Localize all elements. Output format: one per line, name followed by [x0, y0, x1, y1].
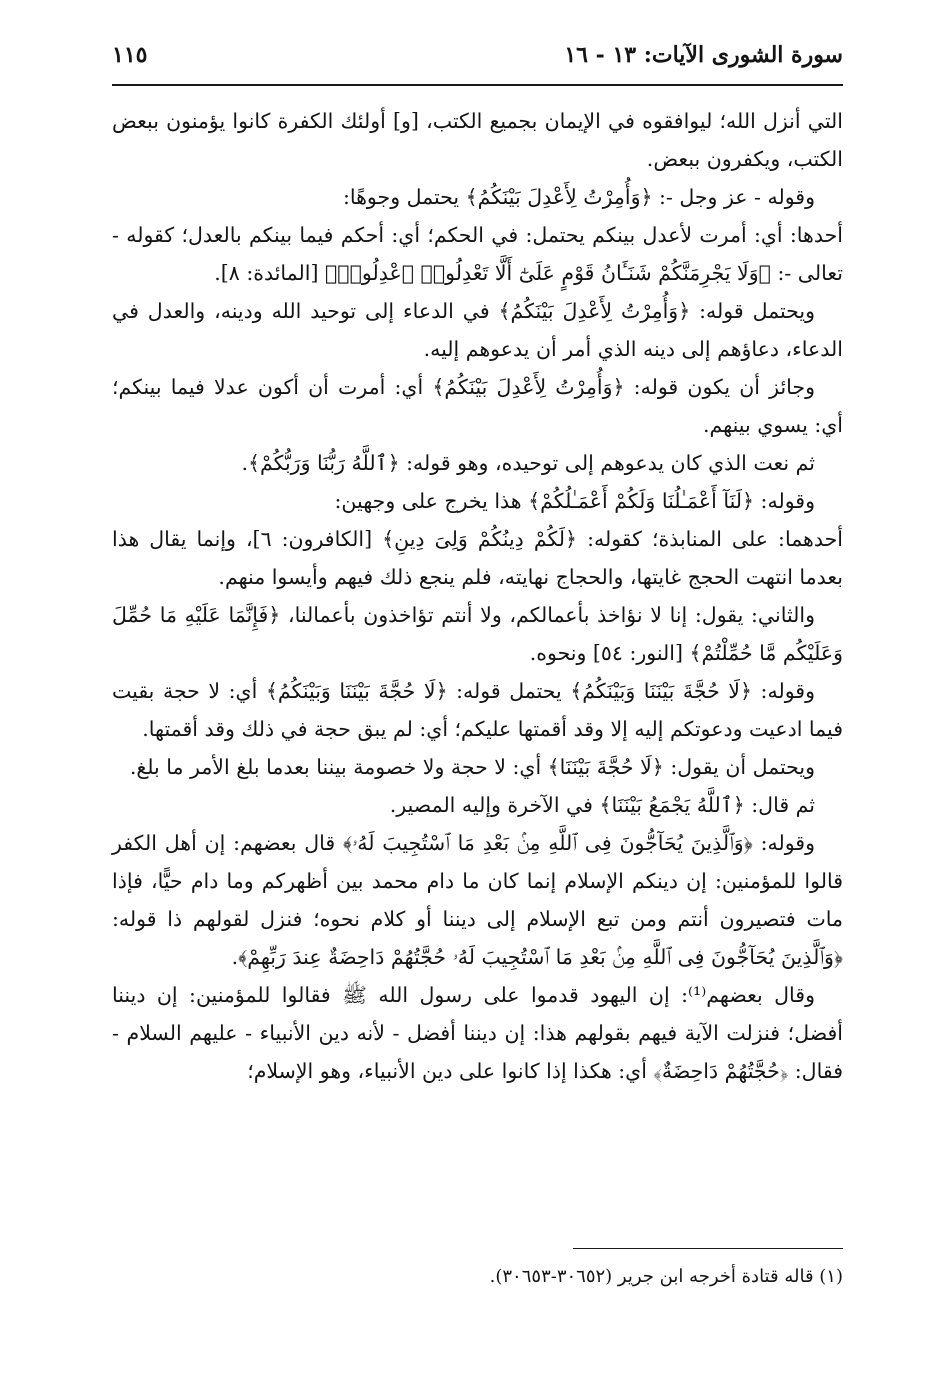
- surah-title: سورة الشورى الآيات: ١٣ - ١٦: [564, 42, 843, 68]
- paragraph: ثم قال: ﴿ٱللَّهُ يَجْمَعُ بَيْنَنَا﴾ في الآخرة وإليه المصير.: [389, 793, 815, 817]
- paragraph: وقال بعضهم⁽¹⁾: إن اليهود قدموا على رسول الله ﷺ فقالوا للمؤمنين: إن ديننا أفضل؛ فنزلت الآية فيهم بقولهم هذا: إن ديننا أفضل - لأنه دين الأنبياء - عليهم السلام - فقال: ﴿حُجَّتُهُمْ دَاحِضَةٌ﴾ أي: هكذا إذا كانوا على دين الأنبياء، وهو الإسلام؛: [112, 983, 843, 1083]
- paragraph: التي أنزل الله؛ ليوافقوه في الإيمان بجميع الكتب، [و] أولئك الكفرة كانوا يؤمنون ببعض الكتب، ويكفرون ببعض.: [112, 109, 843, 171]
- paragraph: ويحتمل أن يقول: ﴿لَا حُجَّةَ بَيْنَنَا﴾ أي: لا حجة ولا خصومة بيننا بعدما بلغ الأمر ما بلغ.: [129, 755, 815, 779]
- paragraph: وقوله: ﴿لَنَآ أَعْمَـٰلُنَا وَلَكُمْ أَعْمَـٰلُكُمْ﴾ هذا يخرج على وجهين:: [334, 489, 815, 513]
- paragraph: وقوله: ﴿لَا حُجَّةَ بَيْنَنَا وَبَيْنَكُمُ﴾ يحتمل قوله: ﴿لَا حُجَّةَ بَيْنَنَا وَبَيْنَكُمُ﴾ أي: لا حجة بقيت فيما ادعيت ودعوتكم إليه إلا وقد أقمتها عليكم؛ أي: لم يبق حجة في ذلك وقد أقمتها.: [112, 679, 843, 741]
- paragraph: والثاني: يقول: إنا لا نؤاخذ بأعمالكم، ولا أنتم تؤاخذون بأعمالنا، ﴿فَإِنَّمَا عَلَيْهِ مَا حُمِّلَ وَعَلَيْكُم مَّا حُمِّلْتُمْ﴾ [النور: ٥٤] ونحوه.: [112, 603, 843, 665]
- footnote: (١) قاله قتادة أخرجه ابن جرير (٣٠٦٥٢-٣٠٦٥٣).: [489, 1266, 843, 1287]
- paragraph: وجائز أن يكون قوله: ﴿وَأُمِرْتُ لِأَعْدِلَ بَيْنَكُمُ﴾ أي: أمرت أن أكون عدلا فيما بينكم؛ أي: يسوي بينهم.: [112, 375, 843, 437]
- paragraph: ويحتمل قوله: ﴿وَأُمِرْتُ لِأَعْدِلَ بَيْنَكُمُ﴾ في الدعاء إلى توحيد الله ودينه، والعدل في الدعاء، دعاؤهم إلى دينه الذي أمر أن يدعوهم إليه.: [112, 299, 843, 361]
- page-number: ١١٥: [112, 42, 148, 68]
- footnote-divider: [573, 1248, 843, 1249]
- paragraph: وقوله: ﴿وَٱلَّذِينَ يُحَآجُّونَ فِى ٱللَّهِ مِنۢ بَعْدِ مَا ٱسْتُجِيبَ لَهُۥ﴾ قال بعضهم: إن أهل الكفر قالوا للمؤمنين: إن دينكم الإسلام إنما كان ما دام محمد بين أظهركم وما دام حيًّا، فإذا مات فتصيرون أنتم ومن تبع الإسلام إلى ديننا أو كلام نحوه؛ فنزل لقولهم ذا قوله: ﴿وَٱلَّذِينَ يُحَآجُّونَ فِى ٱللَّهِ مِنۢ بَعْدِ مَا ٱسْتُجِيبَ لَهُۥ حُجَّتُهُمْ دَاحِضَةٌ عِندَ رَبِّهِمْ﴾.: [112, 831, 843, 969]
- paragraph: ثم نعت الذي كان يدعوهم إلى توحيده، وهو قوله: ﴿ٱللَّهُ رَبُّنَا وَرَبُّكُمْ﴾.: [241, 451, 815, 475]
- main-text: [112, 102, 843, 1090]
- header-divider: [112, 84, 843, 86]
- paragraph: أحدهما: على المنابذة؛ كقوله: ﴿لَكُمْ دِينُكُمْ وَلِىَ دِينِ﴾ [الكافرون: ٦]، وإنما يقال هذا بعدما انتهت الحجج غايتها، والحجاج نهايته، فلم ينجع ذلك فيهم وأيسوا منهم.: [112, 527, 843, 589]
- paragraph: أحدها: أي: أمرت لأعدل بينكم يحتمل: في الحكم؛ أي: أحكم فيما بينكم بالعدل؛ كقوله - تعالى -: ﴿وَلَا يَجْرِمَنَّكُمْ شَنَـَٔانُ قَوْمٍ عَلَىٰٓ أَلَّا تَعْدِلُوا۟ ٱعْدِلُوا۟﴾ [المائدة: ٨].: [112, 223, 843, 285]
- running-header: [112, 36, 843, 80]
- paragraph: وقوله - عز وجل -: ﴿وَأُمِرْتُ لِأَعْدِلَ بَيْنَكُمُ﴾ يحتمل وجوهًا:: [342, 185, 815, 209]
